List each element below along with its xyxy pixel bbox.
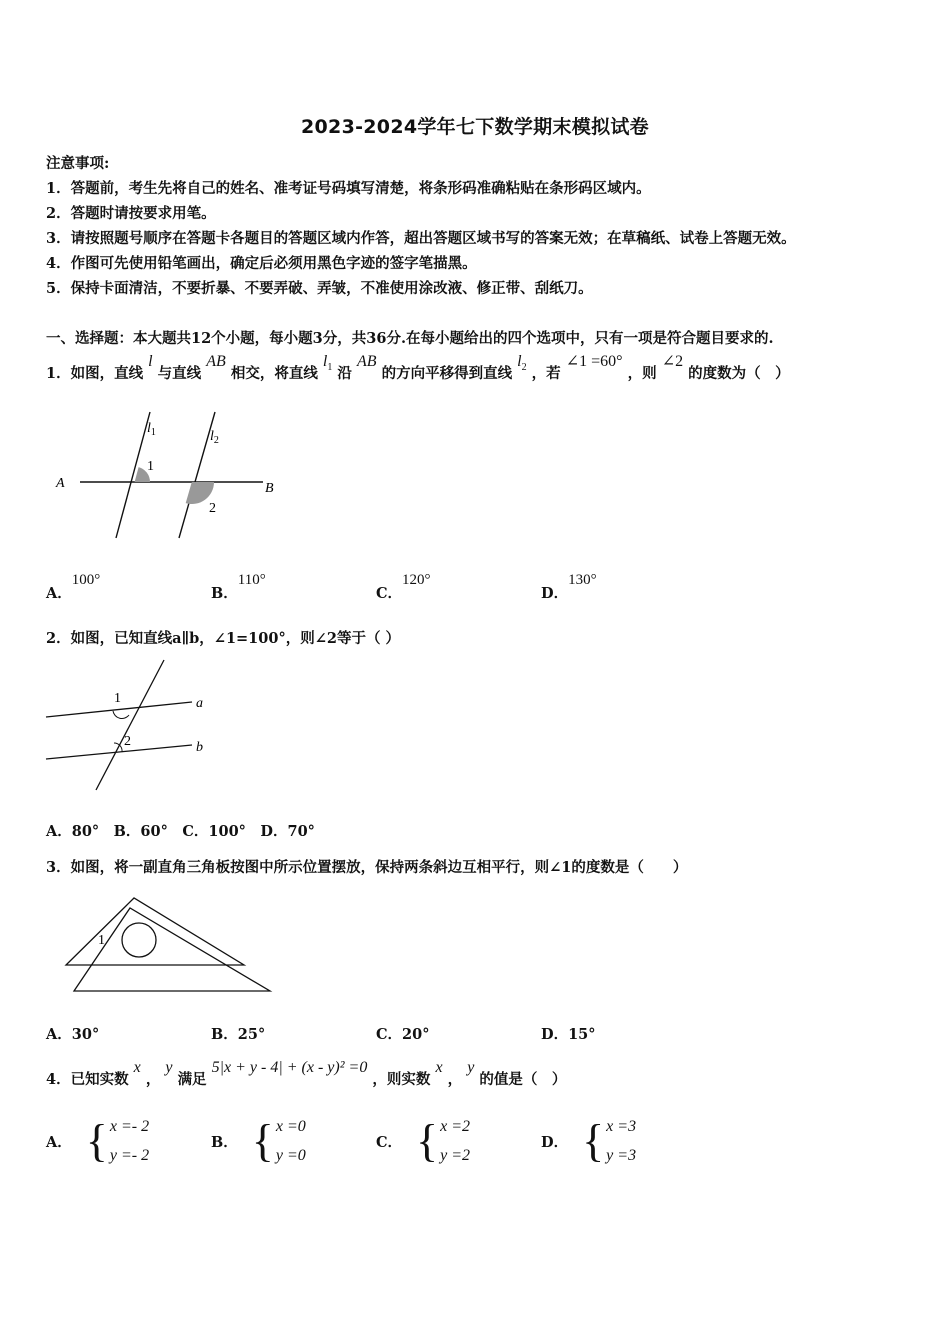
question-2-stem: 2．如图，已知直线a∥b，∠1=100°，则∠2等于（ ） [46,630,400,647]
label-line-a: a [196,696,203,711]
q1-option-a[interactable]: A．100° [46,572,101,602]
label-l2: $l_2$ [210,429,219,446]
q3-option-b[interactable]: B．25° [211,1026,266,1043]
question-3-stem: 3．如图，将一副直角三角板按图中所示位置摆放，保持两条斜边互相平行，则∠1的度数是（ ） [46,859,688,876]
question-3-figure [60,890,280,1000]
label-angle-1: 1 [147,459,154,474]
question-1-stem: 1．如图，直线 l 与直线 AB 相交，将直线 $l_1$ 沿 AB 的方向平移得到直线 $l_2$ ，若 ∠1 =60° ，则 ∠2 的度数为（ ） [46,353,790,382]
brace-icon: { [85,1115,108,1166]
q2-options[interactable]: A．80° B．60° C．100° D．70° [46,823,315,840]
label-line-b: b [196,740,203,755]
label-b: B [265,481,274,496]
label-l1: $l_1$ [147,421,156,438]
q1-option-b[interactable]: B．110° [211,572,266,602]
notice-item: 3．请按照题号顺序在答题卡各题目的答题区域内作答，超出答题区域书写的答案无效；在草稿纸、试卷上答题无效。 [46,230,796,247]
q1-option-c[interactable]: C．120° [376,572,431,602]
label-a: A [56,476,65,491]
brace-icon: { [251,1115,274,1166]
q4-option-a[interactable]: A． { x =- 2 y =- 2 [46,1115,150,1166]
question-2-figure [44,655,214,795]
brace-icon: { [416,1115,439,1166]
label-angle-2: 2 [209,501,216,516]
triangle-upper [66,898,244,965]
q3-option-c[interactable]: C．20° [376,1026,430,1043]
q3-option-a[interactable]: A．30° [46,1026,100,1043]
section-heading: 一、选择题：本大题共12个小题，每小题3分，共36分.在每小题给出的四个选项中，只有一项是符合题目要求的. [46,330,774,347]
notice-item: 5．保持卡面清洁，不要折暴、不要弄破、弄皱，不准使用涂改液、修正带、刮纸刀。 [46,280,593,297]
page-title: 2023-2024学年七下数学期末模拟试卷 [301,116,649,138]
q3-option-d[interactable]: D．15° [541,1026,596,1043]
label-angle-1: 1 [98,933,105,948]
q4-option-d[interactable]: D． { x =3 y =3 [541,1115,637,1166]
angle-1-arc [113,711,129,719]
brace-icon: { [582,1115,605,1166]
equation: 5|x + y - 4| + (x - y)² =0 [211,1059,368,1076]
notice-item: 4．作图可先使用铅笔画出，确定后必须用黑色字迹的签字笔描黑。 [46,255,477,272]
label-angle-1: 1 [114,691,121,706]
q1-option-d[interactable]: D．130° [541,572,597,602]
q4-option-b[interactable]: B． { x =0 y =0 [211,1115,306,1166]
label-angle-2: 2 [124,734,131,749]
question-4-stem: 4．已知实数 x ， y 满足 5|x + y - 4| + (x - y)² =0 ，则实数 x ， y 的值是（ ） [46,1059,567,1088]
notice-item: 1．答题前，考生先将自己的姓名、准考证号码填写清楚，将条形码准确粘贴在条形码区域内。 [46,180,651,197]
q4-option-c[interactable]: C． { x =2 y =2 [376,1115,471,1166]
notice-item: 2．答题时请按要求用笔。 [46,205,216,222]
question-1-figure [50,400,290,550]
triangle-hole [122,923,156,957]
transversal [96,660,164,790]
notice-heading: 注意事项: [46,155,110,172]
